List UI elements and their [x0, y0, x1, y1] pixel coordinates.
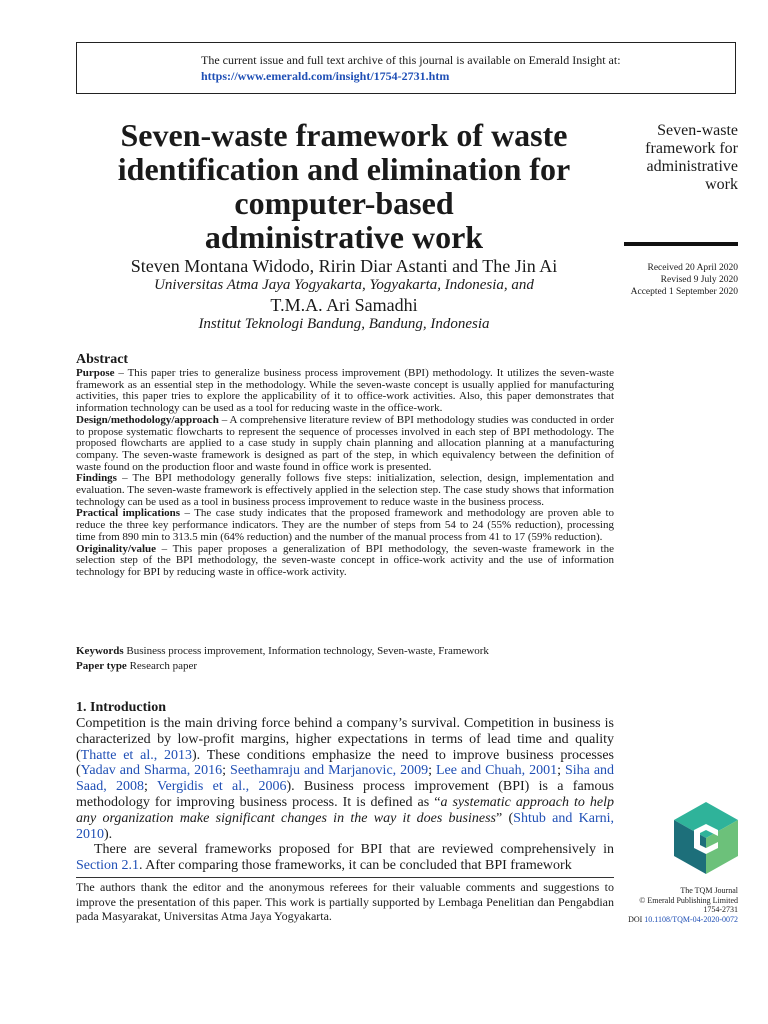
running-head: Seven-waste framework for administrative work: [645, 122, 738, 193]
author-names: Steven Montana Widodo, Ririn Diar Astanti and The Jin Ai: [130, 256, 558, 276]
abstract-body: Purpose – This paper tries to generalize business process improvement (BPI) methodology. It utilizes the seven-waste framework as an essential step in the methodology. While the seven-waste concept is usually applied for manufacturing activities, this paper tries to explore the applicability of it to office-work activities. Also, this paper demonstrates that information technology can be used as a tool for reducing waste in the office-work. Design/methodology/approach – A comprehensive literature review of BPI methodology studies was conducted in order to propose systematic flowcharts to represent the sequence of processes involved in each step of BPI methodology. The proposed flowcharts are applied to a case study in supply chain planning and allocation planning at a manufacturing company. The seven-waste framework is designed as part of the step, in which equivalency between the definition of waste found on the production floor and waste found in office work is presented. Findings – The BPI methodology generally follows five steps: initialization, selection, design, implementation and evaluation. The seven-waste framework is effectively applied in the selection step. The case study shows that information technology can be used as a tool in business process improvement to reduce waste in the business process. Practical implications – The case study indicates that the proposed framework and methodology are proven able to reduce the three key performance indicators. They are the number of steps from 54 to 24 (55% reduction), processing time from 890 min to 313.5 min (64% reduction) and the number of the manual process from 41 to 17 (59% reduction). Originality/value – This paper proposes a generalization of BPI methodology, the seven-waste framework in the selection step of the BPI methodology, the seven-waste concept in office-work activity and the use of information technology for BPI by reducing waste in office-work activity.: [76, 367, 615, 578]
citation-link[interactable]: Shtub and Karni, 2010: [76, 810, 614, 842]
introduction-text: Competition is the main driving force behind a company’s survival. Competition in business is characterized by low-profit margins, higher expectations in terms of lead time and quality (Thatte et al., 2013). These conditions emphasize the need to improve business processes (Yadav and Sharma, 2016; Seethamraju and Marjanovic, 2009; Lee and Chuah, 2001; Siha and Saad, 2008; Vergidis et al., 2006). Business process improvement (BPI) is a famous methodology for improving business process. It is defined as “a systematic approach to help any organization make significant changes in the way it does business” (Shtub and Karni, 2010). There are several frameworks proposed for BPI that are reviewed comprehensively in Section 2.1. After comparing those frameworks, it can be concluded that BPI framework: [76, 716, 615, 874]
publisher: © Emerald Publishing Limited: [639, 895, 738, 905]
author-names: T.M.A. Ari Samadhi: [270, 295, 418, 315]
footnote-rule: [76, 877, 614, 878]
citation-link[interactable]: Thatte et al., 2013: [80, 747, 192, 763]
keywords: Keywords Business process improvement, Information technology, Seven-waste, Framework: [76, 645, 489, 657]
journal-info: The TQM Journal © Emerald Publishing Limited 1754-2731 DOI 10.1108/TQM-04-2020-0072: [600, 886, 738, 924]
doi-link[interactable]: 10.1108/TQM-04-2020-0072: [644, 914, 738, 924]
accepted-date: Accepted 1 September 2020: [630, 287, 738, 297]
notice-text: The current issue and full text archive of this journal is available on Emerald Insight at:: [201, 53, 621, 67]
affiliation: Institut Teknologi Bandung, Bandung, Indonesia: [198, 316, 490, 332]
crossmark-logo-icon[interactable]: [672, 800, 740, 876]
citation-link[interactable]: Seethamraju and Marjanovic, 2009: [230, 763, 429, 779]
abstract-heading: Abstract: [76, 352, 129, 367]
article-dates: [600, 262, 738, 298]
issn: 1754-2731: [703, 905, 738, 914]
received-date: Received 20 April 2020: [647, 263, 738, 273]
running-head-rule: [624, 242, 738, 246]
journal-name: The TQM Journal: [680, 886, 738, 895]
citation-link[interactable]: Vergidis et al., 2006: [156, 779, 287, 795]
section-link[interactable]: Section 2.1: [76, 858, 139, 874]
citation-link[interactable]: Siha and Saad, 2008: [76, 763, 615, 795]
journal-url-link[interactable]: https://www.emerald.com/insight/1754-2731.htm: [201, 69, 450, 83]
section-heading: 1. Introduction: [76, 700, 166, 715]
affiliation: Universitas Atma Jaya Yogyakarta, Yogyakarta, Indonesia, and: [154, 277, 534, 293]
acknowledgement-footnote: The authors thank the editor and the anonymous referees for their valuable comments and suggestions to improve the presentation of this paper. This work is partially supported by Lembaga Penelitian dan Pengabdian pada Masyarakat, Universitas Atma Jaya Yogyakarta.: [76, 880, 614, 923]
citation-link[interactable]: Yadav and Sharma, 2016: [80, 763, 223, 779]
author-block: [80, 256, 608, 334]
revised-date: Revised 9 July 2020: [660, 275, 738, 285]
article-title: Seven-waste framework of waste identification and elimination for computer-based administrative work: [117, 117, 571, 255]
journal-access-notice: [76, 42, 736, 94]
citation-link[interactable]: Lee and Chuah, 2001: [435, 763, 558, 779]
paper-type: Paper type Research paper: [76, 660, 198, 672]
